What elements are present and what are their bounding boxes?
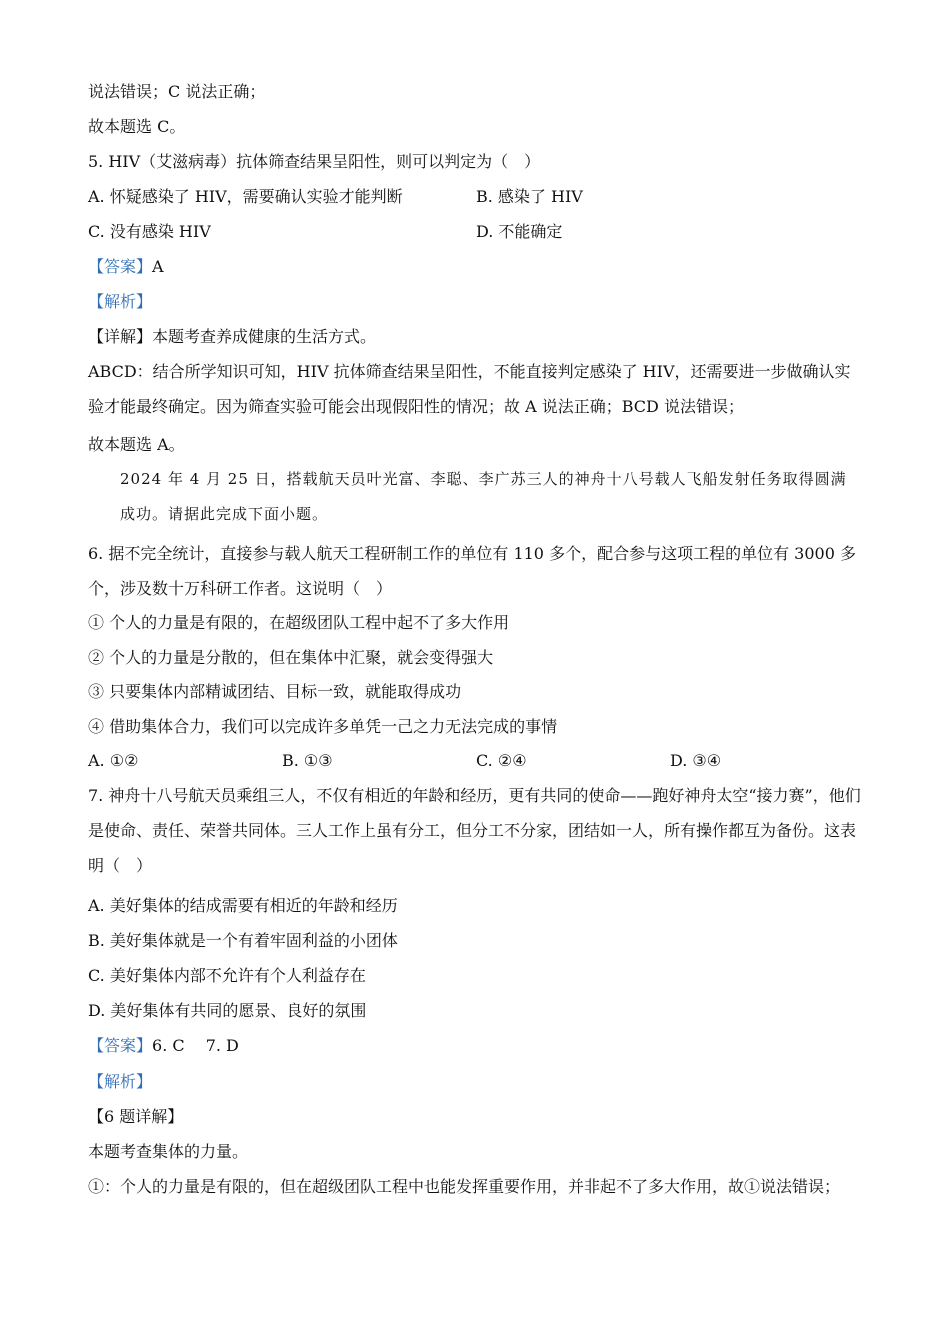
prev-text-line: 说法错误；C 说法正确； (88, 82, 266, 101)
answer-value: A (152, 257, 164, 276)
q67-answer (88, 1035, 862, 1057)
q7-option-d: D. 美好集体有共同的愿景、良好的氛围 (88, 1001, 367, 1020)
answer-value: 6. C 7. D (152, 1036, 239, 1055)
analysis-tag: 【解析】 (88, 1072, 153, 1091)
q6-topic: 本题考查集体的力量。 (88, 1142, 249, 1161)
q5-conclusion: 故本题选 A。 (88, 435, 185, 454)
q5-stem: 5. HIV（艾滋病毒）抗体筛查结果呈阳性，则可以判定为（ ） (88, 152, 541, 171)
q5-option-a: A. 怀疑感染了 HIV，需要确认实验才能判断 (88, 187, 403, 206)
answer-tag: 【答案】 (88, 1036, 153, 1055)
q5-detail: 【详解】本题考查养成健康的生活方式。 (88, 327, 377, 346)
q67-analysis-tag (88, 1071, 862, 1093)
q6-item-2: ② 个人的力量是分散的，但在集体中汇聚，就会变得强大 (88, 648, 494, 667)
q5-option-b: B. 感染了 HIV (476, 187, 583, 206)
q6-item-3: ③ 只要集体内部精诚团结、目标一致，就能取得成功 (88, 682, 462, 701)
q5-option-c: C. 没有感染 HIV (88, 222, 211, 241)
q5-option-d: D. 不能确定 (476, 222, 563, 241)
q6-item-1: ① 个人的力量是有限的，在超级团队工程中起不了多大作用 (88, 613, 510, 632)
q6-option-b: B. ①③ (282, 751, 333, 770)
q6-option-c: C. ②④ (476, 751, 527, 770)
q7-option-a: A. 美好集体的结成需要有相近的年龄和经历 (88, 896, 398, 915)
answer-tag: 【答案】 (88, 257, 153, 276)
q7-stem: 7. 神舟十八号航天员乘组三人，不仅有相近的年龄和经历，更有共同的使命——跑好神舟太空“接力赛”，他们是使命、责任、荣誉共同体。三人工作上虽有分工，但分工不分家，团结如一人，所有操作都互为备份。这表明（ ） (88, 786, 861, 875)
q6-item-4: ④ 借助集体合力，我们可以完成许多单凭一己之力无法完成的事情 (88, 717, 558, 736)
q5-answer (88, 256, 862, 278)
q6-option-d: D. ③④ (670, 751, 722, 770)
material-paragraph: 2024 年 4 月 25 日，搭载航天员叶光富、李聪、李广苏三人的神舟十八号载人飞船发射任务取得圆满成功。请据此完成下面小题。 (120, 470, 847, 523)
q5-analysis-tag (88, 291, 862, 313)
q7-option-c: C. 美好集体内部不允许有个人利益存在 (88, 966, 366, 985)
q6-detail-heading: 【6 题详解】 (88, 1107, 184, 1126)
q7-option-b: B. 美好集体就是一个有着牢固利益的小团体 (88, 931, 398, 950)
analysis-tag: 【解析】 (88, 292, 153, 311)
q5-explanation: ABCD：结合所学知识可知，HIV 抗体筛查结果呈阳性，不能直接判定感染了 HIV，还需要进一步做确认实验才能最终确定。因为筛查实验可能会出现假阳性的情况；故 A 说法正确；BCD 说法错误； (88, 362, 851, 416)
prev-conclusion: 故本题选 C。 (88, 117, 186, 136)
q6-option-a: A. ①② (88, 751, 139, 770)
q6-item-1-explanation: ①：个人的力量是有限的，但在超级团队工程中也能发挥重要作用，并非起不了多大作用，故①说法错误； (88, 1177, 841, 1196)
q6-stem: 6. 据不完全统计，直接参与载人航天工程研制工作的单位有 110 多个，配合参与这项工程的单位有 3000 多个，涉及数十万科研工作者。这说明（ ） (88, 544, 856, 598)
